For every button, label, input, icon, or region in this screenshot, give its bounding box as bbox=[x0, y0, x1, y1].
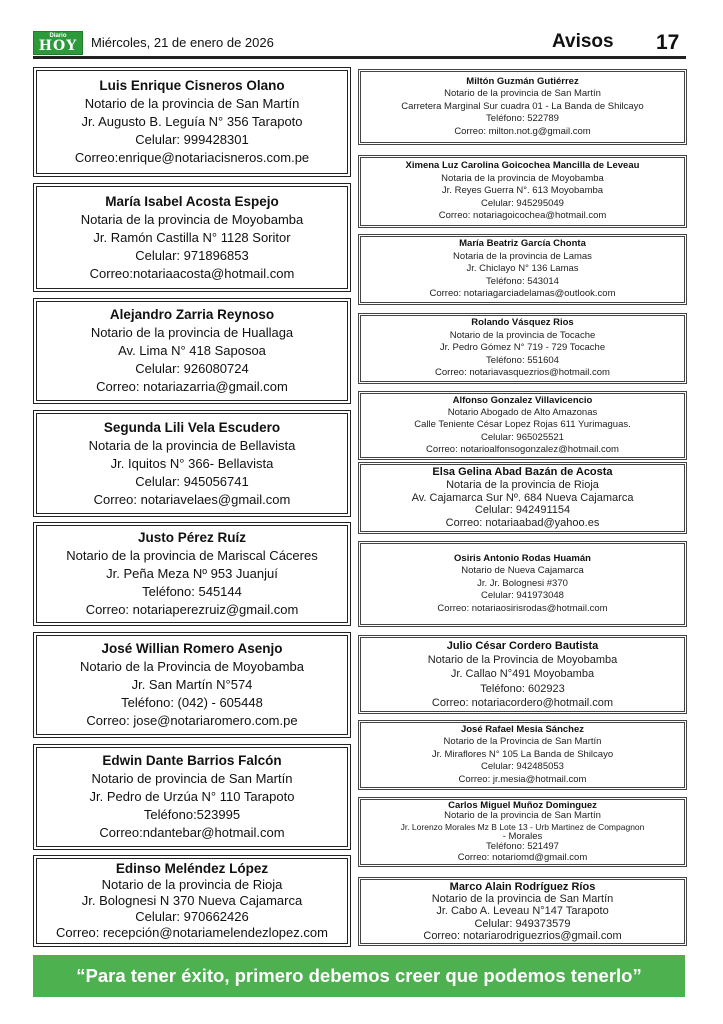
notary-email: Correo: jose@notariaromero.com.pe bbox=[86, 713, 298, 728]
notary-address: Jr. Peña Meza Nº 953 Juanjuí bbox=[106, 566, 278, 581]
notary-card bbox=[358, 462, 687, 534]
notary-name: María Beatriz García Chonta bbox=[459, 238, 586, 250]
notary-phone: Teléfono:523995 bbox=[143, 807, 241, 822]
notary-name: Carlos Miguel Muñoz Dominguez bbox=[448, 801, 597, 812]
notary-card bbox=[358, 313, 687, 384]
notary-card bbox=[358, 877, 687, 946]
notary-title: Notario de la provincia de Huallaga bbox=[90, 325, 294, 340]
notary-phone: Teléfono: 522789 bbox=[486, 113, 559, 125]
notary-phone: Teléfono: (042) - 605448 bbox=[121, 695, 263, 710]
logo-top-text: Diario bbox=[49, 33, 67, 39]
notary-address: Av. Cajamarca Sur Nº. 684 Nueva Cajamarca bbox=[411, 491, 634, 504]
notary-phone: Celular: 945056741 bbox=[135, 473, 249, 489]
notary-phone: Celular: 942491154 bbox=[474, 504, 571, 517]
notary-address: Jr. Jr. Bolognesi #370 bbox=[477, 577, 568, 589]
notary-name: Julio César Cordero Bautista bbox=[446, 640, 599, 652]
notary-email: Correo: notariaabad@yahoo.es bbox=[445, 517, 600, 530]
notary-card bbox=[358, 155, 687, 228]
notary-name: Miltón Guzmán Gutiérrez bbox=[466, 75, 579, 87]
quote-text: “Para tener éxito, primero debemos creer que podemos tenerlo” bbox=[76, 965, 642, 986]
notary-name: Edwin Dante Barrios Falcón bbox=[102, 753, 282, 768]
notary-email: Correo: notariomd@gmail.com bbox=[457, 852, 588, 863]
page-number: 17 bbox=[656, 31, 680, 54]
notary-card bbox=[33, 410, 351, 517]
notary-address: Calle Teniente César Lopez Rojas 611 Yurimaguas. bbox=[414, 419, 631, 431]
notary-email: Correo:notariaacosta@hotmail.com bbox=[89, 265, 295, 281]
notary-title: Notario de la provincia de San Martín bbox=[444, 88, 601, 100]
notary-name: Justo Pérez Ruíz bbox=[137, 530, 247, 545]
notary-title: Notario de la Provincia de Moyobamba bbox=[427, 654, 618, 667]
notary-email: Correo: notariazarria@gmail.com bbox=[96, 379, 288, 394]
notary-address: Jr. Cabo A. Leveau N°147 Tarapoto bbox=[436, 905, 609, 918]
notary-title: Notaria de la provincia de Lamas bbox=[453, 250, 592, 262]
notary-address: Jr. Lorenzo Morales Mz B Lote 13 - Urb Martinez de Compagnon bbox=[400, 821, 645, 832]
notary-card bbox=[33, 67, 351, 177]
notary-title: Notario de la provincia de San Martín bbox=[431, 893, 614, 906]
notary-email: Correo: notariavasquezrios@hotmail.com bbox=[435, 367, 610, 379]
notary-phone: Celular: 942485053 bbox=[481, 761, 564, 773]
logo-main-text: HOY bbox=[38, 38, 78, 54]
notary-phone: Teléfono: 545144 bbox=[142, 584, 242, 599]
notary-card bbox=[358, 69, 687, 145]
notary-address: Jr. Ramón Castilla N° 1128 Soritor bbox=[93, 229, 291, 245]
notary-name: Osiris Antonio Rodas Huamán bbox=[454, 552, 591, 564]
notary-name: Alfonso Gonzalez Villavicencio bbox=[452, 395, 593, 406]
notary-phone: Teléfono: 602923 bbox=[480, 682, 565, 695]
notary-phone: Celular: 999428301 bbox=[135, 132, 249, 147]
notary-address: Jr. Miraflores N° 105 La Banda de Shilcayo bbox=[431, 748, 614, 760]
notary-phone: Celular: 971896853 bbox=[135, 247, 249, 263]
notary-phone: Celular: 945295049 bbox=[481, 197, 564, 209]
notary-phone: Celular: 926080724 bbox=[135, 361, 249, 376]
notary-name: Luis Enrique Cisneros Olano bbox=[99, 78, 285, 93]
notary-address-continued: - Morales bbox=[502, 832, 543, 842]
notary-email: Correo:enrique@notariacisneros.com.pe bbox=[74, 150, 310, 165]
notary-name: José Rafael Mesia Sánchez bbox=[460, 723, 585, 735]
notary-email: Correo: jr.mesia@hotmail.com bbox=[458, 773, 587, 785]
notary-name: Marco Alain Rodríguez Ríos bbox=[449, 881, 596, 893]
notary-email: Correo: notariarodriguezrios@gmail.com bbox=[423, 929, 622, 942]
notary-phone: Celular: 965025521 bbox=[481, 431, 564, 443]
header-divider bbox=[33, 56, 686, 59]
notary-email: Correo: notariacordero@hotmail.com bbox=[431, 696, 614, 709]
notary-name: Ximena Luz Carolina Goicochea Mancilla de Leveau bbox=[405, 160, 640, 172]
notary-address: Jr. Bolognesi N 370 Nueva Cajamarca bbox=[81, 893, 303, 908]
notary-address: Av. Lima N° 418 Saposoa bbox=[118, 343, 266, 358]
issue-date: Miércoles, 21 de enero de 2026 bbox=[91, 35, 274, 50]
notary-address: Jr. Iquitos N° 366- Bellavista bbox=[110, 455, 274, 471]
notary-title: Notaria de la provincia de Bellavista bbox=[88, 437, 296, 453]
notary-title: Notaria de la provincia de Rioja bbox=[446, 478, 599, 491]
notary-card bbox=[33, 632, 351, 738]
section-title: Avisos bbox=[552, 31, 614, 52]
notary-email: Correo: notariaperezruiz@gmail.com bbox=[85, 602, 299, 617]
notary-title: Notario de la provincia de San Martín bbox=[444, 811, 601, 822]
notary-phone: Teléfono: 551604 bbox=[486, 354, 559, 366]
notary-name: José Willian Romero Asenjo bbox=[101, 641, 283, 656]
notary-card bbox=[358, 797, 687, 867]
notary-email: Correo: notariagoicochea@hotmail.com bbox=[438, 210, 607, 222]
notary-email: Correo:ndantebar@hotmail.com bbox=[99, 825, 285, 840]
notary-email: Correo: milton.not.g@gmail.com bbox=[454, 125, 591, 137]
notary-title: Notario de la provincia de Rioja bbox=[101, 877, 283, 892]
notary-address: Jr. Augusto B. Leguía N° 356 Tarapoto bbox=[81, 114, 303, 129]
notary-email: Correo: recepción@notariamelendezlopez.com bbox=[56, 925, 328, 940]
notary-name: Rolando Vásquez Rios bbox=[471, 317, 574, 329]
notary-address: Jr. Chiclayo N° 136 Lamas bbox=[466, 263, 579, 275]
notary-email: Correo: notariaosirisrodas@hotmail.com bbox=[437, 602, 608, 614]
notary-phone: Celular: 970662426 bbox=[135, 909, 249, 924]
notary-email: Correo: notarioalfonsogonzalez@hotmail.com bbox=[426, 443, 619, 455]
notary-address: Jr. Reyes Guerra N°. 613 Moyobamba bbox=[441, 185, 604, 197]
notary-name: Elsa Gelina Abad Bazán de Acosta bbox=[432, 466, 613, 478]
notary-address: Jr. Pedro de Urzúa N° 110 Tarapoto bbox=[89, 789, 295, 804]
notary-phone: Teléfono: 521497 bbox=[486, 842, 559, 853]
notary-title: Notario de la Provincia de San Martín bbox=[443, 736, 602, 748]
notary-title: Notario de la provincia de Mariscal Cáceres bbox=[66, 548, 318, 563]
notary-card bbox=[358, 720, 687, 790]
notary-name: Segunda Lili Vela Escudero bbox=[103, 419, 281, 435]
notary-title: Notario Abogado de Alto Amazonas bbox=[447, 407, 598, 419]
quote-banner bbox=[33, 955, 685, 997]
notary-address: Carretera Marginal Sur cuadra 01 - La Banda de Shilcayo bbox=[401, 100, 644, 112]
notary-address: Jr. Pedro Gómez N° 719 - 729 Tocache bbox=[439, 342, 606, 354]
notary-title: Notario de Nueva Cajamarca bbox=[461, 565, 584, 577]
notary-email: Correo: notariavelaes@gmail.com bbox=[93, 491, 291, 507]
notary-title: Notario de la provincia de San Martín bbox=[84, 96, 300, 111]
notary-title: Notaria de la provincia de Moyobamba bbox=[441, 172, 604, 184]
notary-phone: Celular: 949373579 bbox=[474, 917, 571, 930]
notary-card bbox=[358, 391, 687, 460]
notary-address: Jr. Callao N°491 Moyobamba bbox=[450, 668, 595, 681]
notary-name: Alejandro Zarria Reynoso bbox=[109, 307, 275, 322]
notary-title: Notaria de la provincia de Moyobamba bbox=[80, 211, 304, 227]
notary-address: Jr. San Martín N°574 bbox=[131, 677, 253, 692]
notary-name: Edinso Meléndez López bbox=[115, 861, 269, 876]
notary-title: Notario de la Provincia de Moyobamba bbox=[79, 659, 304, 674]
newspaper-logo bbox=[33, 31, 83, 55]
notary-email: Correo: notariagarciadelamas@outlook.com bbox=[429, 288, 616, 300]
notary-card bbox=[33, 183, 351, 292]
notary-title: Notario de provincia de San Martín bbox=[91, 771, 293, 786]
notary-card bbox=[33, 744, 351, 850]
notary-name: María Isabel Acosta Espejo bbox=[105, 193, 279, 209]
notary-phone: Teléfono: 543014 bbox=[486, 275, 559, 287]
notary-card bbox=[33, 298, 351, 404]
notary-card bbox=[358, 635, 687, 714]
notary-card bbox=[358, 234, 687, 305]
notary-title: Notario de la provincia de Tocache bbox=[449, 329, 596, 341]
notary-phone: Celular: 941973048 bbox=[481, 590, 564, 602]
notary-card bbox=[358, 541, 687, 627]
notary-card bbox=[33, 522, 351, 626]
notary-card bbox=[33, 855, 351, 947]
